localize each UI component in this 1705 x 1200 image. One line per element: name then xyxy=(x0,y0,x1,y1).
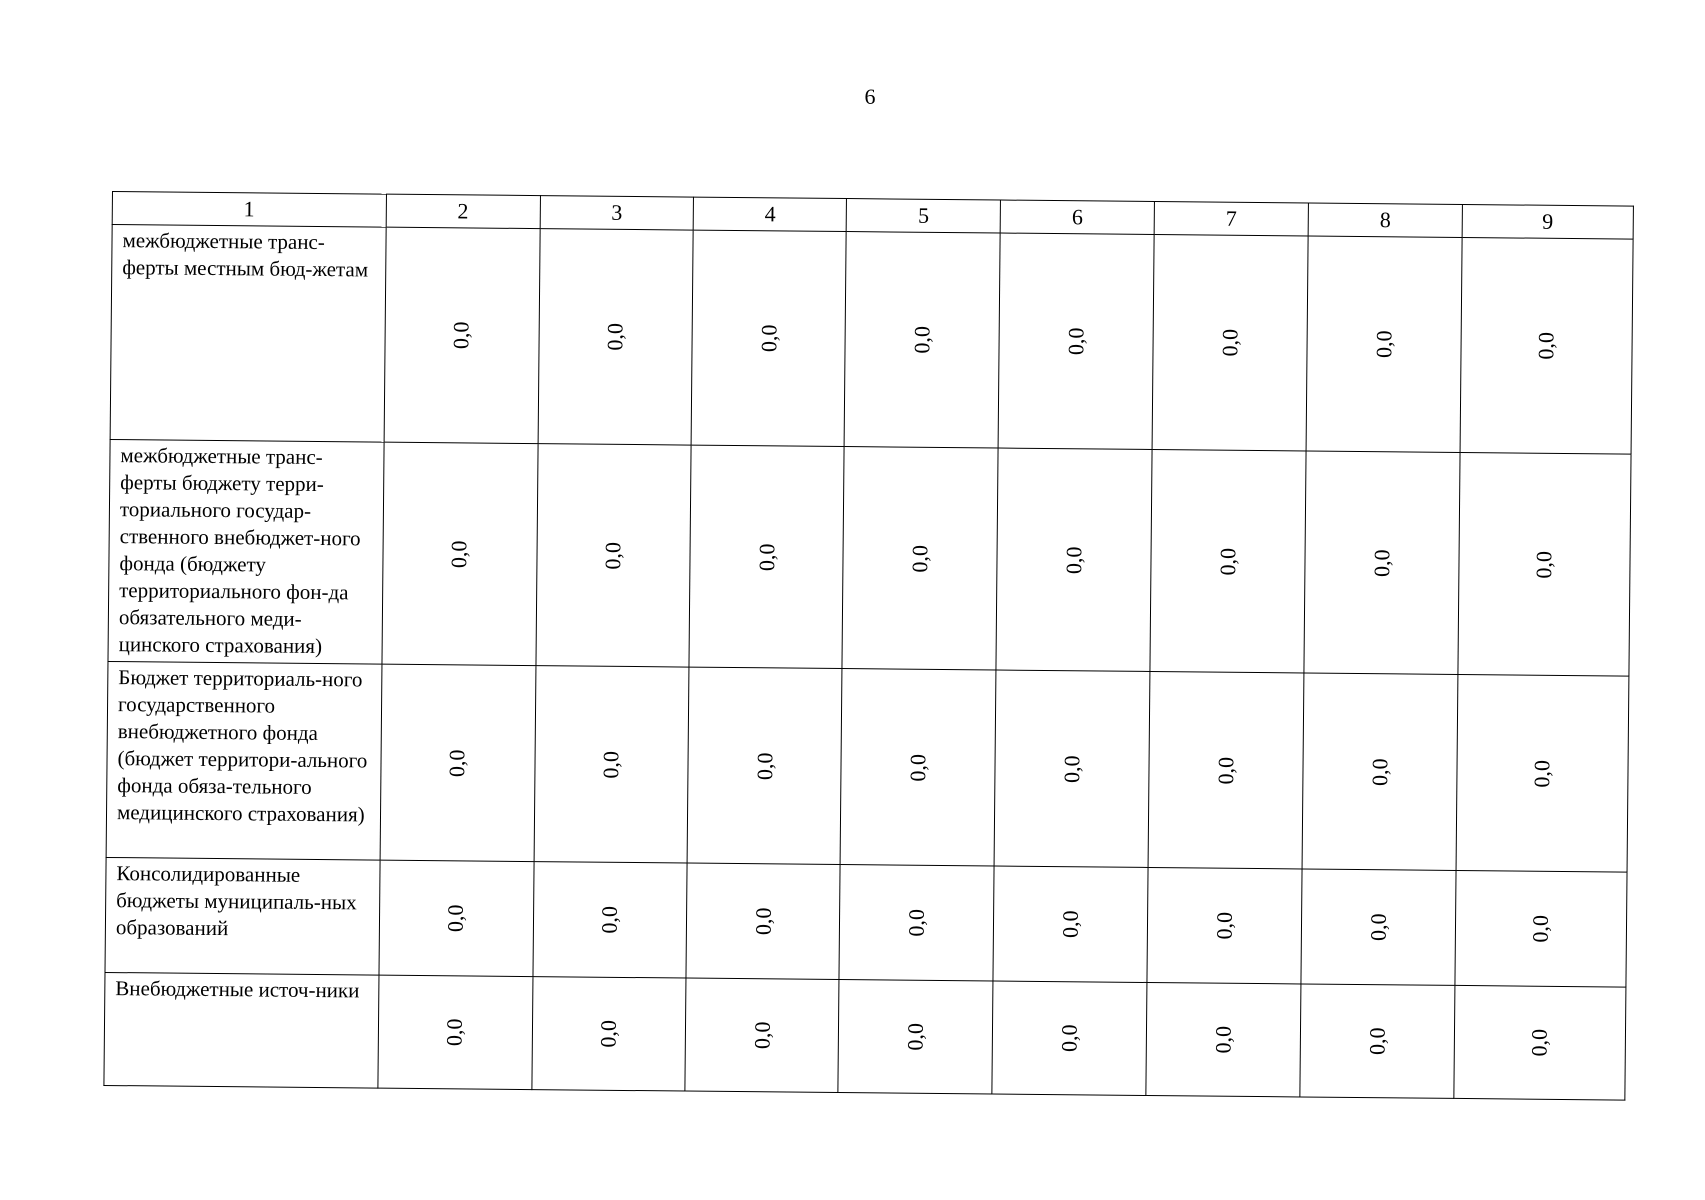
value-cell xyxy=(534,666,690,863)
cell-value: 0,0 xyxy=(1212,756,1239,785)
value-cell xyxy=(378,975,533,1089)
value-cell xyxy=(531,977,686,1091)
cell-value: 0,0 xyxy=(903,908,929,937)
table-row xyxy=(108,439,1631,676)
cell-value: 0,0 xyxy=(1210,1025,1236,1054)
cell-value: 0,0 xyxy=(600,541,626,570)
cell-value: 0,0 xyxy=(1217,328,1243,357)
budget-table-container xyxy=(103,191,1634,1101)
column-header-9: 9 xyxy=(1462,204,1633,239)
column-header-7: 7 xyxy=(1154,202,1308,236)
cell-value: 0,0 xyxy=(1368,548,1395,577)
page-number: 6 xyxy=(864,84,876,109)
cell-value: 0,0 xyxy=(448,321,474,350)
value-cell xyxy=(844,232,1000,448)
column-header-1: 1 xyxy=(112,192,386,228)
value-cell xyxy=(840,669,996,866)
cell-value: 0,0 xyxy=(755,324,782,353)
cell-value: 0,0 xyxy=(1063,327,1089,356)
value-cell xyxy=(685,978,839,1092)
value-cell xyxy=(838,980,993,1094)
value-cell xyxy=(379,860,534,976)
value-cell xyxy=(1302,673,1458,870)
cell-value: 0,0 xyxy=(1364,1027,1390,1056)
value-cell xyxy=(996,448,1152,671)
column-header-3: 3 xyxy=(540,196,694,230)
cell-value: 0,0 xyxy=(442,904,469,933)
value-cell xyxy=(993,866,1148,982)
column-header-6: 6 xyxy=(1000,200,1154,234)
cell-value: 0,0 xyxy=(751,751,778,780)
cell-value: 0,0 xyxy=(1533,331,1559,360)
cell-value: 0,0 xyxy=(441,1018,468,1047)
table-row xyxy=(106,661,1629,872)
column-header-5: 5 xyxy=(846,199,1000,233)
cell-value: 0,0 xyxy=(907,544,933,573)
cell-value: 0,0 xyxy=(446,539,472,568)
value-cell xyxy=(692,230,847,446)
cell-value: 0,0 xyxy=(749,1021,775,1050)
cell-value: 0,0 xyxy=(596,905,623,934)
cell-value: 0,0 xyxy=(1366,757,1393,786)
value-cell xyxy=(535,444,691,667)
value-cell xyxy=(1300,984,1455,1098)
cell-value: 0,0 xyxy=(750,907,776,936)
row-label: Консолидированные бюджеты муниципаль-ных образований xyxy=(105,857,380,975)
value-cell xyxy=(994,670,1150,867)
value-cell xyxy=(532,862,687,978)
value-cell xyxy=(689,445,844,668)
cell-value: 0,0 xyxy=(1214,547,1241,576)
value-cell xyxy=(687,667,842,864)
cell-value: 0,0 xyxy=(1529,759,1555,788)
cell-value: 0,0 xyxy=(1527,914,1554,943)
row-label: межбюджетные транс-ферты бюджету терри-ториального государ-ственного внебюджет-ного фонда (бюджету территориального фон-да обязательного меди-цинского страхования) xyxy=(108,439,384,664)
column-header-8: 8 xyxy=(1308,203,1462,237)
value-cell xyxy=(1458,452,1631,676)
value-cell xyxy=(842,447,998,670)
cell-value: 0,0 xyxy=(1365,913,1391,942)
value-cell xyxy=(1306,236,1462,452)
row-label: Внебюджетные источ-ники xyxy=(104,972,379,1088)
value-cell xyxy=(1150,449,1306,672)
cell-value: 0,0 xyxy=(909,325,935,354)
value-cell xyxy=(1152,235,1308,451)
value-cell xyxy=(686,863,840,979)
column-header-2: 2 xyxy=(386,194,540,228)
value-cell xyxy=(1301,869,1456,985)
value-cell xyxy=(992,981,1147,1095)
value-cell xyxy=(1147,867,1302,983)
value-cell xyxy=(1460,237,1633,454)
value-cell xyxy=(839,865,994,981)
row-label: межбюджетные транс-ферты местным бюд-жетам xyxy=(110,225,386,443)
value-cell xyxy=(538,229,694,445)
row-label: Бюджет территориаль-ного государственного внебюджетного фонда (бюджет территори-ального фонда обяза-тельного медицинского страхования) xyxy=(106,661,381,860)
value-cell xyxy=(998,233,1154,449)
value-cell xyxy=(380,664,536,861)
cell-value: 0,0 xyxy=(905,753,931,782)
cell-value: 0,0 xyxy=(1370,330,1397,359)
value-cell xyxy=(1456,674,1629,872)
cell-value: 0,0 xyxy=(1531,550,1557,579)
cell-value: 0,0 xyxy=(1526,1028,1552,1057)
column-header-4: 4 xyxy=(694,197,847,231)
table-row xyxy=(110,225,1633,455)
cell-value: 0,0 xyxy=(595,1019,622,1048)
budget-table xyxy=(103,191,1634,1101)
value-cell xyxy=(1148,671,1304,868)
value-cell xyxy=(1454,985,1626,1100)
cell-value: 0,0 xyxy=(1059,754,1085,783)
cell-value: 0,0 xyxy=(444,748,470,777)
table-row xyxy=(105,857,1627,987)
cell-value: 0,0 xyxy=(1211,911,1237,940)
cell-value: 0,0 xyxy=(1056,1024,1082,1053)
cell-value: 0,0 xyxy=(1061,545,1087,574)
value-cell xyxy=(1455,870,1627,987)
value-cell xyxy=(382,442,538,665)
cell-value: 0,0 xyxy=(598,750,624,779)
value-cell xyxy=(384,227,540,443)
table-row xyxy=(104,972,1626,1100)
cell-value: 0,0 xyxy=(1057,910,1083,939)
value-cell xyxy=(1304,451,1460,674)
value-cell xyxy=(1146,982,1301,1096)
cell-value: 0,0 xyxy=(753,542,780,571)
cell-value: 0,0 xyxy=(602,322,628,351)
cell-value: 0,0 xyxy=(902,1022,928,1051)
